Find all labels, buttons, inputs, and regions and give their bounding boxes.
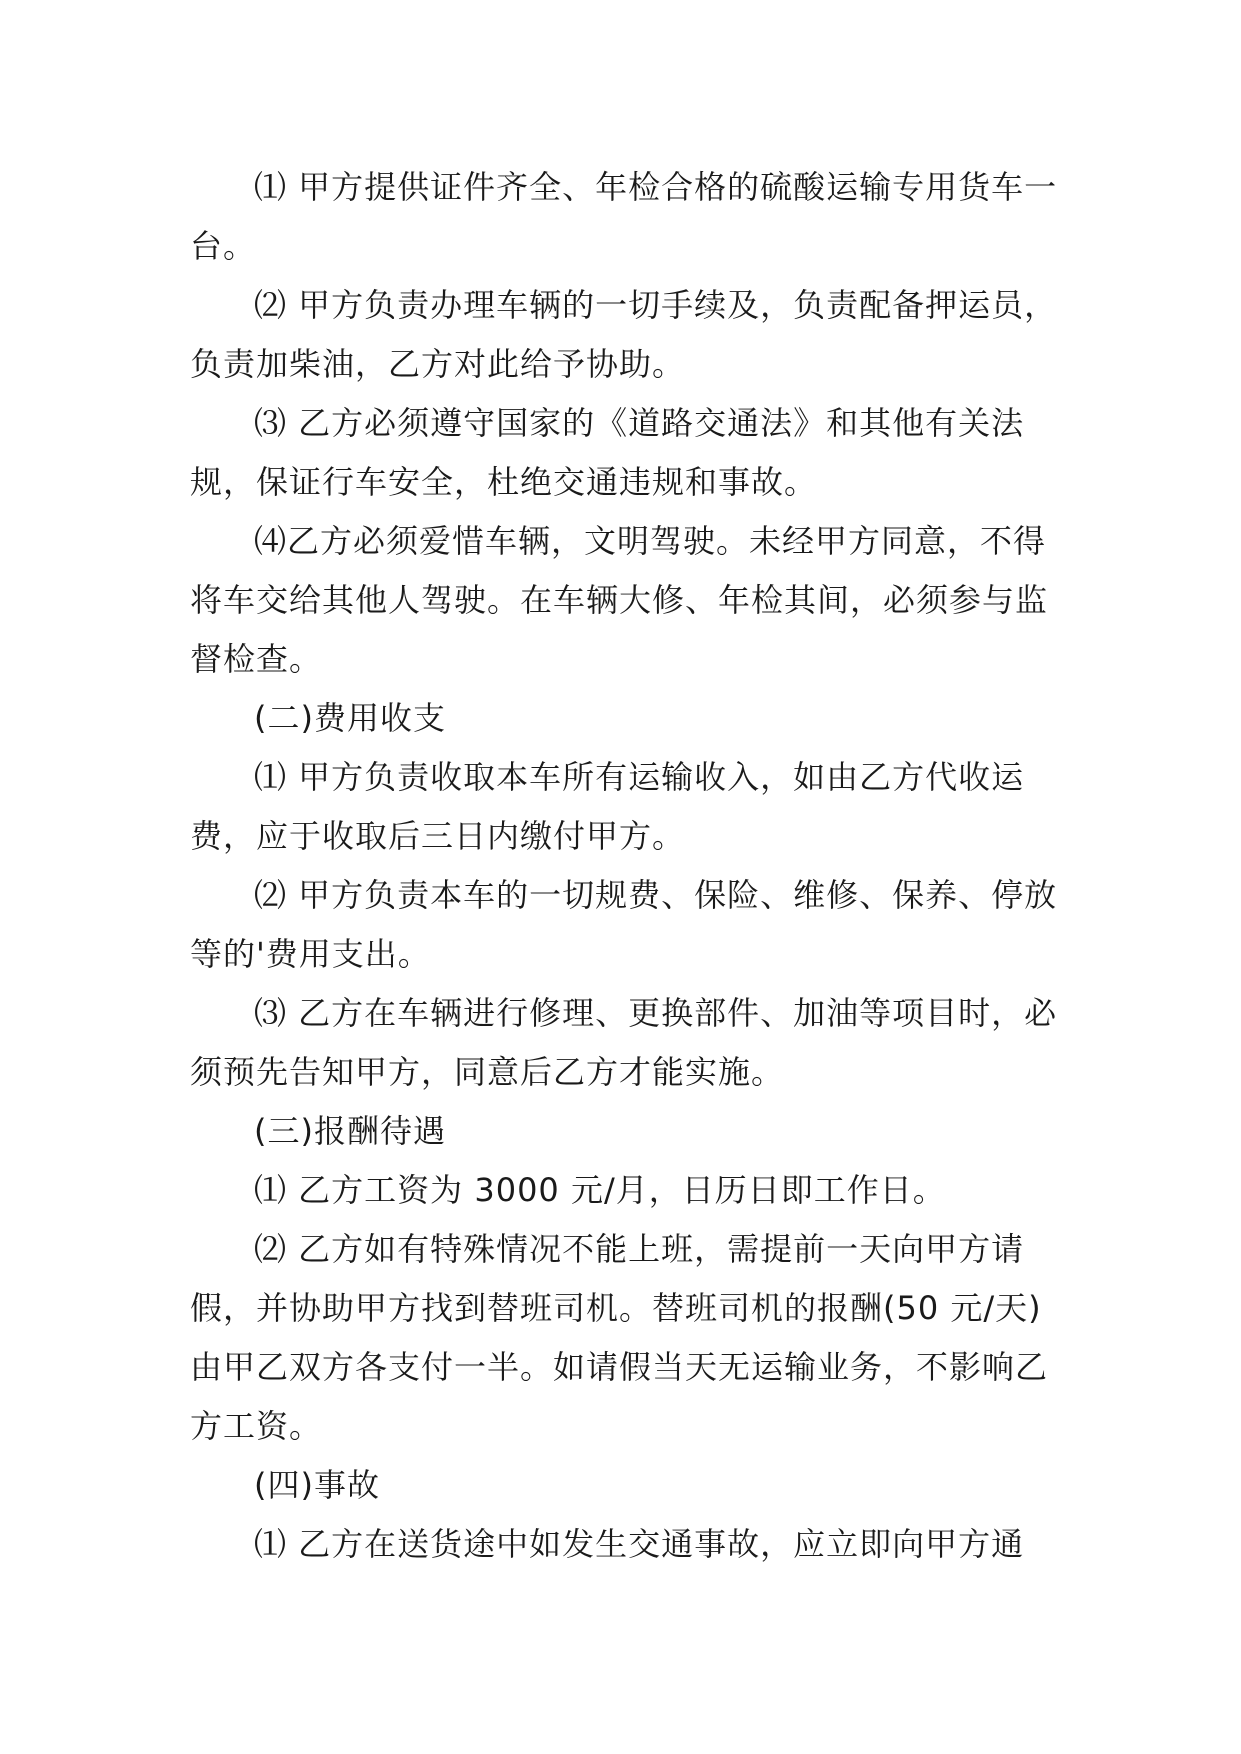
paragraph-income-collection: ⑴ 甲方负责收取本车所有运输收入，如由乙方代收运费，应于收取后三日内缴付甲方。 <box>190 758 1025 855</box>
paragraph-fees-expenses: ⑵ 甲方负责本车的一切规费、保险、维修、保养、停放等的'费用支出。 <box>190 876 1058 973</box>
paragraph-accident-report: ⑴ 乙方在送货途中如发生交通事故，应立即向甲方通 <box>254 1525 1025 1563</box>
paragraph-salary: ⑴ 乙方工资为 3000 元/月，日历日即工作日。 <box>254 1171 946 1209</box>
paragraph-leave-substitute: ⑵ 乙方如有特殊情况不能上班，需提前一天向甲方请假，并协助甲方找到替班司机。替班司机的报酬(50 元/天)由甲乙双方各支付一半。如请假当天无运输业务，不影响乙方工资。 <box>190 1230 1049 1445</box>
paragraph-vehicle-procedures: ⑵ 甲方负责办理车辆的一切手续及，负责配备押运员，负责加柴油，乙方对此给予协助。 <box>190 286 1058 383</box>
section-heading-compensation: (三)报酬待遇 <box>254 1112 446 1150</box>
paragraph-vehicle-provision: ⑴ 甲方提供证件齐全、年检合格的硫酸运输专用货车一台。 <box>190 168 1058 265</box>
section-heading-accidents: (四)事故 <box>254 1466 380 1504</box>
section-heading-expenses: (二)费用收支 <box>254 699 446 737</box>
paragraph-careful-driving: ⑷乙方必须爱惜车辆，文明驾驶。未经甲方同意，不得将车交给其他人驾驶。在车辆大修、年检其间，必须参与监督检查。 <box>190 522 1049 678</box>
paragraph-traffic-law: ⑶ 乙方必须遵守国家的《道路交通法》和其他有关法规，保证行车安全，杜绝交通违规和事故。 <box>190 404 1025 501</box>
paragraph-repair-notice: ⑶ 乙方在车辆进行修理、更换部件、加油等项目时，必须预先告知甲方，同意后乙方才能实施。 <box>190 994 1058 1091</box>
document-body <box>190 158 1070 1574</box>
